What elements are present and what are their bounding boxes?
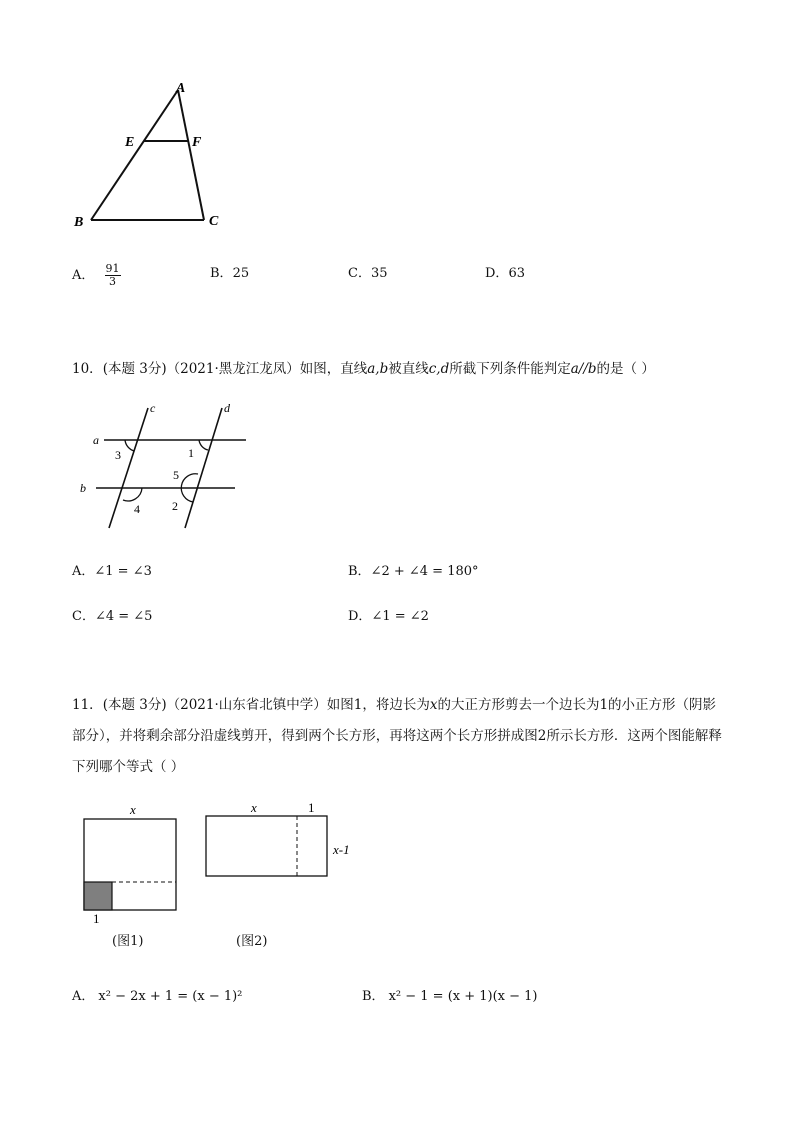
fig1-side-label: 1 xyxy=(93,911,100,926)
option-text: x² − 1 = (x + 1)(x − 1) xyxy=(388,989,538,1004)
angle-arc-4 xyxy=(123,488,142,501)
small-shaded-square xyxy=(84,882,112,910)
option-letter: D． xyxy=(348,609,372,624)
option-letter: C． xyxy=(348,266,371,281)
option-letter: B． xyxy=(348,564,371,579)
fig1-top-label: x xyxy=(130,802,136,817)
fig2-top-1-label: 1 xyxy=(308,800,315,815)
q9-option-a[interactable] xyxy=(72,263,121,288)
q10-option-c[interactable] xyxy=(72,608,152,626)
parallel-lines-figure xyxy=(78,398,258,533)
stem-var: x xyxy=(429,697,438,713)
q11-stem xyxy=(72,690,722,783)
question-meta: (本题 3分)（2021·山东省北镇中学） xyxy=(102,697,327,713)
label-c: c xyxy=(150,401,156,415)
figure-1 xyxy=(78,800,188,930)
label-E: E xyxy=(125,135,135,150)
option-text: ∠2 + ∠4 = 180° xyxy=(370,564,479,579)
q10-option-d[interactable] xyxy=(348,608,429,626)
question-number: 10． xyxy=(72,361,103,377)
stem-text: 所截下列条件能判定 xyxy=(449,361,571,377)
stem-text: 如图，直线 xyxy=(299,361,368,377)
label-F: F xyxy=(192,135,202,150)
q11-option-a[interactable] xyxy=(72,988,242,1006)
label-1: 1 xyxy=(188,446,194,460)
stem-vars: c,d xyxy=(428,361,450,377)
stem-text: 的大正方形剪去一个边长为1的小正方形（阴影部分），并将剩余部分沿虚线剪开，得到两个长方形，再将这两个长方形拼成图2所示长方形．这两个图能解释下列哪个等式（ ） xyxy=(72,697,722,775)
q10-stem xyxy=(72,359,655,379)
label-2: 2 xyxy=(172,499,178,513)
line-c xyxy=(109,408,148,528)
option-text: 25 xyxy=(232,266,250,281)
option-text: ∠1 = ∠2 xyxy=(371,609,429,624)
label-5: 5 xyxy=(173,468,179,482)
fig1-caption: (图1) xyxy=(112,934,144,949)
side-ac xyxy=(178,90,204,220)
fig2-caption: (图2) xyxy=(236,934,268,949)
stem-text: 被直线 xyxy=(388,361,429,377)
fig2-top-x-label: x xyxy=(251,800,257,815)
stem-text: 的是（ ） xyxy=(596,361,655,377)
side-ab xyxy=(91,90,178,220)
label-3: 3 xyxy=(115,448,121,462)
option-letter: A． xyxy=(72,268,95,283)
q10-option-b[interactable] xyxy=(348,563,479,581)
q9-option-b[interactable] xyxy=(210,265,249,283)
fig2-side-label: x-1 xyxy=(333,842,350,857)
q11-option-b[interactable] xyxy=(362,988,538,1006)
label-d: d xyxy=(224,401,230,415)
q10-option-a[interactable] xyxy=(72,563,152,581)
angle-arc-3 xyxy=(125,440,134,451)
option-text: ∠1 = ∠3 xyxy=(94,564,152,579)
label-C: C xyxy=(209,214,219,229)
label-A: A xyxy=(176,81,186,96)
option-letter: D． xyxy=(485,266,509,281)
label-B: B xyxy=(74,215,84,230)
label-b: b xyxy=(80,481,86,495)
option-text: ∠4 = ∠5 xyxy=(94,609,153,624)
q9-option-d[interactable] xyxy=(485,265,525,283)
option-text: x² − 2x + 1 = (x − 1)² xyxy=(98,989,243,1004)
option-letter: A． xyxy=(72,989,95,1004)
fraction-91-3 xyxy=(105,263,121,288)
combined-rectangle xyxy=(206,816,327,876)
question-number: 11． xyxy=(72,697,103,713)
option-letter: A． xyxy=(72,564,95,579)
stem-condition: a//b xyxy=(570,361,597,377)
q9-option-c[interactable] xyxy=(348,265,388,283)
angle-arc-1 xyxy=(199,440,208,450)
line-d xyxy=(185,408,222,528)
option-text: 35 xyxy=(370,266,388,281)
fraction-numerator: 91 xyxy=(105,262,120,275)
label-a: a xyxy=(93,433,99,447)
option-letter: B． xyxy=(362,989,385,1004)
figure-2 xyxy=(200,800,370,890)
option-letter: B． xyxy=(210,266,233,281)
fraction-denominator: 3 xyxy=(109,275,117,288)
option-letter: C． xyxy=(72,609,95,624)
option-text: 63 xyxy=(508,266,525,281)
stem-vars: a,b xyxy=(367,361,389,377)
question-meta: (本题 3分)（2021·黑龙江龙凤） xyxy=(102,361,300,377)
label-4: 4 xyxy=(134,502,140,516)
triangle-figure xyxy=(70,78,230,238)
stem-text: 如图1，将边长为 xyxy=(326,697,430,713)
